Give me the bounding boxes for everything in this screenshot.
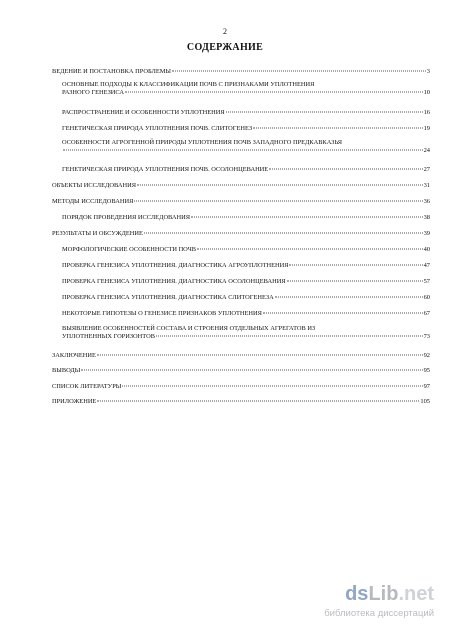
toc-entry-text: НЕКОТОРЫЕ ГИПОТЕЗЫ О ГЕНЕЗИСЕ ПРИЗНАКОВ УПЛОТНЕНИЯ (62, 310, 262, 317)
toc-entry-morphology[interactable] (62, 246, 430, 254)
toc-entry-page: 16 (423, 109, 430, 116)
toc-leader-dots (263, 313, 423, 314)
toc-entry-text-line1: ВЫЯВЛЕНИЕ ОСОБЕННОСТЕЙ СОСТАВА И СТРОЕНИЯ ОТДЕЛЬНЫХ АГРЕГАТОВ ИЗ (62, 325, 316, 332)
toc-entry-procedure[interactable] (62, 214, 430, 222)
toc-entry-page: 57 (423, 278, 430, 285)
toc-entry-text-line1: ОСОБЕННОСТИ АГРОГЕННОЙ ПРИРОДЫ УПЛОТНЕНИЯ ПОЧВ ЗАПАДНОГО ПРЕДКАВКАЗЬЯ (62, 139, 343, 146)
toc-entry-agro-diagnostics[interactable] (62, 262, 430, 270)
toc-leader-dots (197, 249, 423, 250)
toc-leader-dots (226, 112, 423, 113)
page-title: СОДЕРЖАНИЕ (186, 42, 264, 53)
toc-entry-text: ЗАКЛЮЧЕНИЕ (52, 352, 96, 359)
toc-entry-text: ПРОВЕРКА ГЕНЕЗИСА УПЛОТНЕНИЯ. ДИАГНОСТИКА ОСОЛОНЦЕВАНИЯ (62, 278, 286, 285)
toc-entry-text: СПИСОК ЛИТЕРАТУРЫ (52, 383, 122, 390)
toc-entry-text: РЕЗУЛЬТАТЫ И ОБСУЖДЕНИЕ (52, 230, 143, 237)
toc-entry-page: 67 (423, 310, 430, 317)
dslib-logo (345, 583, 434, 606)
toc-entry-page: 39 (423, 230, 430, 237)
toc-entry-agrogenic[interactable] (62, 139, 430, 155)
toc-entry-page: 24 (423, 147, 430, 154)
logo-net: .net (398, 583, 434, 605)
toc-entry-classification-approaches[interactable] (62, 81, 430, 97)
toc-leader-dots (122, 386, 422, 387)
toc-leader-dots (275, 297, 423, 298)
toc-entry-page: 105 (420, 398, 430, 405)
toc-entry-text: МОРФОЛОГИЧЕСКИЕ ОСОБЕННОСТИ ПОЧВ (62, 246, 197, 253)
toc-entry-aggregates[interactable] (62, 325, 430, 341)
toc-leader-dots (156, 336, 423, 337)
toc-leader-dots (289, 265, 422, 266)
toc-leader-dots (97, 355, 423, 356)
toc-entry-page: 38 (423, 214, 430, 221)
toc-entry-hypotheses[interactable] (62, 310, 430, 318)
dslib-watermark[interactable] (316, 583, 436, 623)
toc-entry-text: ПОРЯДОК ПРОВЕДЕНИЯ ИССЛЕДОВАНИЯ (62, 214, 191, 221)
toc-leader-dots (287, 281, 423, 282)
toc-entry-findings[interactable] (52, 367, 430, 375)
toc-leader-dots (269, 169, 422, 170)
toc-entry-page: 10 (423, 89, 430, 96)
toc-entry-references[interactable] (52, 383, 430, 391)
toc-entry-page: 73 (423, 333, 430, 340)
toc-entry-page: 27 (423, 166, 430, 173)
toc-entry-results[interactable] (52, 230, 430, 238)
toc-entry-text: ПРОВЕРКА ГЕНЕЗИСА УПЛОТНЕНИЯ. ДИАГНОСТИКА СЛИТОГЕНЕЗА (62, 294, 274, 301)
toc-entry-page: 19 (423, 125, 430, 132)
toc-entry-distribution[interactable] (62, 109, 430, 117)
page-number: 2 (223, 27, 227, 36)
toc-entry-page: 31 (423, 182, 430, 189)
toc-entry-page: 92 (423, 352, 430, 359)
toc-leader-dots (134, 201, 422, 202)
toc-entry-text: ПРИЛОЖЕНИЕ (52, 398, 97, 405)
logo-lib: Lib (368, 583, 399, 605)
toc-entry-text: МЕТОДЫ ИССЛЕДОВАНИЯ (52, 198, 134, 205)
toc-entry-text-line2: УПЛОТНЕННЫХ ГОРИЗОНТОВ (62, 333, 155, 340)
toc-entry-methods[interactable] (52, 198, 430, 206)
toc-entry-text: ВЫВОДЫ (52, 367, 81, 374)
toc-entry-text: ОБЪЕКТЫ ИССЛЕДОВАНИЯ (52, 182, 136, 189)
toc-entry-text: ВЕДЕНИЕ И ПОСТАНОВКА ПРОБЛЕМЫ (52, 68, 171, 75)
toc-entry-osolonce-diagnostics[interactable] (62, 278, 430, 286)
toc-leader-dots (81, 370, 422, 371)
toc-entry-osolonce[interactable] (62, 166, 430, 174)
toc-entry-conclusion[interactable] (52, 352, 430, 360)
toc-entry-introduction[interactable] (52, 68, 430, 76)
toc-leader-dots (191, 217, 423, 218)
toc-leader-dots (137, 185, 423, 186)
toc-entry-text: РАСПРОСТРАНЕНИЕ И ОСОБЕННОСТИ УПЛОТНЕНИЯ (62, 109, 225, 116)
toc-entry-page: 40 (423, 246, 430, 253)
toc-entry-text-line2: РАЗНОГО ГЕНЕЗИСА (62, 89, 124, 96)
toc-leader-dots (144, 233, 423, 234)
toc-entry-page: 97 (423, 383, 430, 390)
dslib-subtitle: библиотека диссертаций (324, 608, 434, 619)
toc-entry-page: 47 (423, 262, 430, 269)
toc-entry-slitogenez-diagnostics[interactable] (62, 294, 430, 302)
toc-leader-dots (63, 150, 423, 151)
toc-entry-page: 95 (423, 367, 430, 374)
toc-entry-slitogenez[interactable] (62, 125, 430, 133)
toc-entry-appendix[interactable] (52, 398, 430, 406)
toc-entry-text: ГЕНЕТИЧЕСКАЯ ПРИРОДА УПЛОТНЕНИЯ ПОЧВ. СЛИТОГЕНЕЗ (62, 125, 253, 132)
toc-entry-page: 3 (426, 68, 430, 75)
toc-leader-dots (253, 128, 422, 129)
toc-entry-page: 60 (423, 294, 430, 301)
toc-leader-dots (172, 71, 426, 72)
toc-entry-text-line1: ОСНОВНЫЕ ПОДХОДЫ К КЛАССИФИКАЦИИ ПОЧВ С ПРИЗНАКАМИ УПЛОТНЕНИЯ (62, 81, 315, 88)
toc-leader-dots (125, 92, 423, 93)
toc-entry-objects[interactable] (52, 182, 430, 190)
toc-entry-text: ПРОВЕРКА ГЕНЕЗИСА УПЛОТНЕНИЯ. ДИАГНОСТИКА АГРОУПЛОТНЕНИЯ (62, 262, 289, 269)
toc-entry-text: ГЕНЕТИЧЕСКАЯ ПРИРОДА УПЛОТНЕНИЯ ПОЧВ. ОСОЛОНЦЕВАНИЕ (62, 166, 269, 173)
toc-entry-page: 36 (423, 198, 430, 205)
toc-leader-dots (97, 401, 419, 402)
logo-ds: ds (345, 583, 369, 605)
